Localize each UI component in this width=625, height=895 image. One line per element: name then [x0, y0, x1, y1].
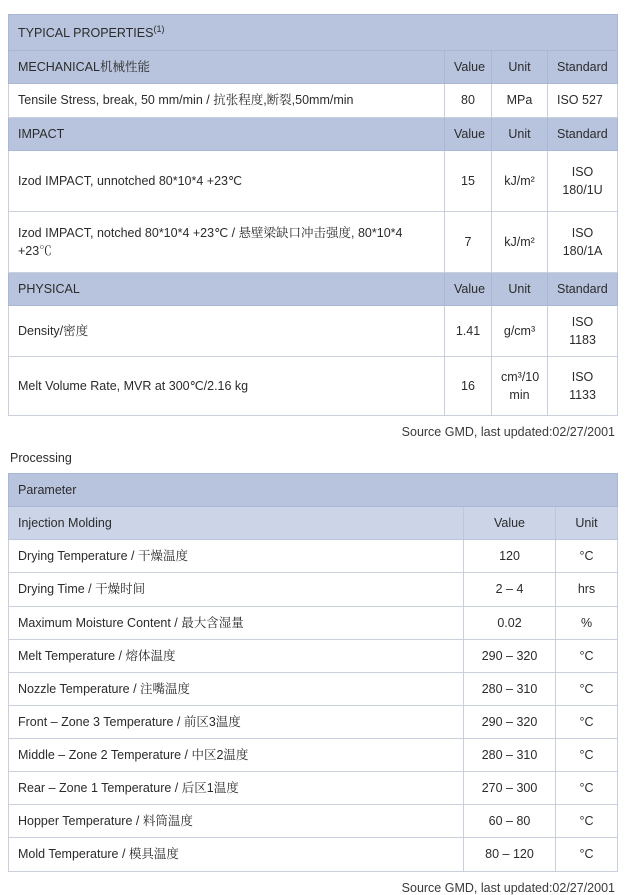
properties-title-superscript: (1)	[153, 24, 165, 34]
table-row	[9, 573, 618, 606]
typical-properties-table	[8, 14, 618, 416]
physical-header-row	[9, 272, 618, 305]
processing-param-name: Front – Zone 3 Temperature / 前区3温度	[9, 705, 464, 738]
processing-param-value: 290 – 320	[464, 639, 556, 672]
table-row	[9, 705, 618, 738]
impact-header-name: IMPACT	[9, 117, 445, 150]
impact-header-value: Value	[445, 117, 492, 150]
processing-param-unit: °C	[556, 540, 618, 573]
mechanical-header-unit: Unit	[492, 51, 548, 84]
property-value: 16	[445, 357, 492, 416]
processing-param-unit: %	[556, 606, 618, 639]
processing-param-name: Melt Temperature / 熔体温度	[9, 639, 464, 672]
physical-header-name: PHYSICAL	[9, 272, 445, 305]
injection-molding-header-row	[9, 507, 618, 540]
processing-param-value: 0.02	[464, 606, 556, 639]
processing-param-name: Drying Time / 干燥时间	[9, 573, 464, 606]
table-row	[9, 84, 618, 117]
processing-param-unit: °C	[556, 639, 618, 672]
table-row	[9, 639, 618, 672]
table-row	[9, 672, 618, 705]
table-row	[9, 540, 618, 573]
table-row	[9, 739, 618, 772]
impact-header-row	[9, 117, 618, 150]
property-standard: ISO 1133	[548, 357, 618, 416]
processing-param-name: Nozzle Temperature / 注嘴温度	[9, 672, 464, 705]
processing-param-unit: hrs	[556, 573, 618, 606]
property-name: Density/密度	[9, 305, 445, 356]
property-unit: MPa	[492, 84, 548, 117]
processing-param-value: 80 – 120	[464, 838, 556, 871]
processing-param-name: Middle – Zone 2 Temperature / 中区2温度	[9, 739, 464, 772]
processing-param-name: Drying Temperature / 干燥温度	[9, 540, 464, 573]
processing-param-value: 60 – 80	[464, 805, 556, 838]
processing-param-name: Rear – Zone 1 Temperature / 后区1温度	[9, 772, 464, 805]
mechanical-header-standard: Standard	[548, 51, 618, 84]
processing-param-value: 290 – 320	[464, 705, 556, 738]
property-name: Tensile Stress, break, 50 mm/min / 抗张程度,断裂,50mm/min	[9, 84, 445, 117]
processing-param-unit: °C	[556, 705, 618, 738]
injection-molding-header-value: Value	[464, 507, 556, 540]
processing-param-name: Hopper Temperature / 料筒温度	[9, 805, 464, 838]
property-value: 15	[445, 150, 492, 211]
processing-param-value: 120	[464, 540, 556, 573]
property-unit: g/cm³	[492, 305, 548, 356]
table-row	[9, 357, 618, 416]
property-name: Izod IMPACT, notched 80*10*4 +23℃ / 悬壁梁缺口冲击强度, 80*10*4 +23℃	[9, 211, 445, 272]
processing-section-label: Processing	[10, 451, 72, 466]
physical-header-unit: Unit	[492, 272, 548, 305]
mechanical-header-value: Value	[445, 51, 492, 84]
property-value: 80	[445, 84, 492, 117]
property-value: 7	[445, 211, 492, 272]
processing-table	[8, 473, 618, 872]
property-value: 1.41	[445, 305, 492, 356]
processing-param-unit: °C	[556, 672, 618, 705]
properties-title-cell	[9, 15, 618, 51]
processing-param-unit: °C	[556, 838, 618, 871]
table-row	[9, 150, 618, 211]
properties-title: TYPICAL PROPERTIES	[18, 26, 154, 41]
impact-header-standard: Standard	[548, 117, 618, 150]
table-row	[9, 772, 618, 805]
property-unit: kJ/m²	[492, 211, 548, 272]
processing-param-name: Maximum Moisture Content / 最大含湿量	[9, 606, 464, 639]
processing-param-value: 280 – 310	[464, 672, 556, 705]
impact-header-unit: Unit	[492, 117, 548, 150]
injection-molding-header-name: Injection Molding	[9, 507, 464, 540]
table-row	[9, 606, 618, 639]
property-name: Melt Volume Rate, MVR at 300℃/2.16 kg	[9, 357, 445, 416]
processing-param-value: 2 – 4	[464, 573, 556, 606]
property-standard: ISO 180/1A	[548, 211, 618, 272]
property-standard: ISO 527	[548, 84, 618, 117]
injection-molding-header-unit: Unit	[556, 507, 618, 540]
property-unit: cm³/10 min	[492, 357, 548, 416]
properties-title-row	[9, 15, 618, 51]
processing-source-note: Source GMD, last updated:02/27/2001	[401, 880, 615, 895]
property-standard: ISO 180/1U	[548, 150, 618, 211]
processing-param-name: Mold Temperature / 模具温度	[9, 838, 464, 871]
physical-header-standard: Standard	[548, 272, 618, 305]
property-standard: ISO 1183	[548, 305, 618, 356]
property-unit: kJ/m²	[492, 150, 548, 211]
processing-parameter-header-row	[9, 474, 618, 507]
processing-parameter-header: Parameter	[9, 474, 618, 507]
processing-param-unit: °C	[556, 805, 618, 838]
table-row	[9, 211, 618, 272]
processing-param-unit: °C	[556, 772, 618, 805]
processing-param-value: 280 – 310	[464, 739, 556, 772]
property-name: Izod IMPACT, unnotched 80*10*4 +23℃	[9, 150, 445, 211]
processing-param-unit: °C	[556, 739, 618, 772]
processing-param-value: 270 – 300	[464, 772, 556, 805]
table-row	[9, 838, 618, 871]
table-row	[9, 805, 618, 838]
mechanical-header-row	[9, 51, 618, 84]
mechanical-header-name: MECHANICAL机械性能	[9, 51, 445, 84]
properties-source-note: Source GMD, last updated:02/27/2001	[401, 425, 615, 440]
physical-header-value: Value	[445, 272, 492, 305]
table-row	[9, 305, 618, 356]
